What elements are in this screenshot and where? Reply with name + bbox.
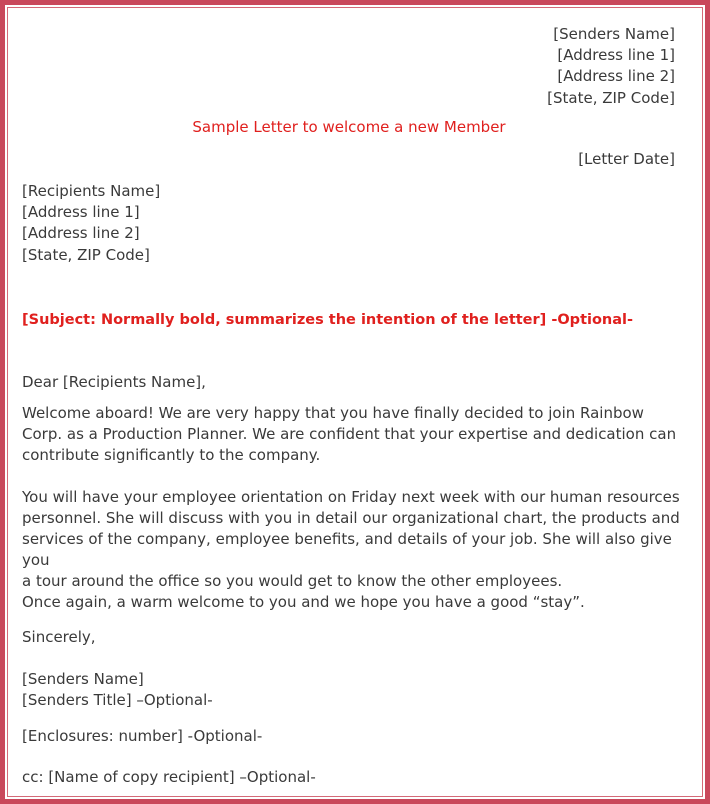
signature-name: [Senders Name] <box>22 670 144 688</box>
sender-name: [Senders Name] <box>553 25 675 43</box>
body-paragraph-1-line: contribute significantly to the company. <box>22 446 321 464</box>
letter-date: [Letter Date] <box>578 150 675 168</box>
sender-state-zip: [State, ZIP Code] <box>547 89 675 107</box>
body-paragraph-2-line: a tour around the office so you would get to know the other employees. <box>22 572 563 590</box>
closing: Sincerely, <box>22 628 96 646</box>
recipient-address-line-1: [Address line 1] <box>22 203 140 221</box>
body-paragraph-2 <box>22 487 687 592</box>
recipient-name: [Recipients Name] <box>22 182 161 200</box>
body-paragraph-3: Once again, a warm welcome to you and we hope you have a good “stay”. <box>22 593 585 611</box>
body-paragraph-2-line: You will have your employee orientation on Friday next week with our human resources <box>22 488 680 506</box>
body-paragraph-1-line: Corp. as a Production Planner. We are confident that your expertise and dedication can <box>22 425 677 443</box>
body-paragraph-1 <box>22 403 687 466</box>
letter-title: Sample Letter to welcome a new Member <box>192 118 506 136</box>
subject-line: [Subject: Normally bold, summarizes the intention of the letter] -Optional- <box>22 312 634 328</box>
signature-title: [Senders Title] –Optional- <box>22 691 213 709</box>
body-paragraph-1-line: Welcome aboard! We are very happy that you have finally decided to join Rainbow <box>22 404 644 422</box>
salutation: Dear [Recipients Name], <box>22 373 206 391</box>
sender-address-line-2: [Address line 2] <box>557 67 675 85</box>
cc-line: cc: [Name of copy recipient] –Optional- <box>22 768 316 786</box>
sender-address-line-1: [Address line 1] <box>557 46 675 64</box>
recipient-state-zip: [State, ZIP Code] <box>22 246 150 264</box>
body-paragraph-2-line: services of the company, employee benefits, and details of your job. She will also give you <box>22 530 672 569</box>
enclosures-line: [Enclosures: number] -Optional- <box>22 727 263 745</box>
body-paragraph-2-line: personnel. She will discuss with you in detail our organizational chart, the products and <box>22 509 680 527</box>
recipient-address-line-2: [Address line 2] <box>22 224 140 242</box>
